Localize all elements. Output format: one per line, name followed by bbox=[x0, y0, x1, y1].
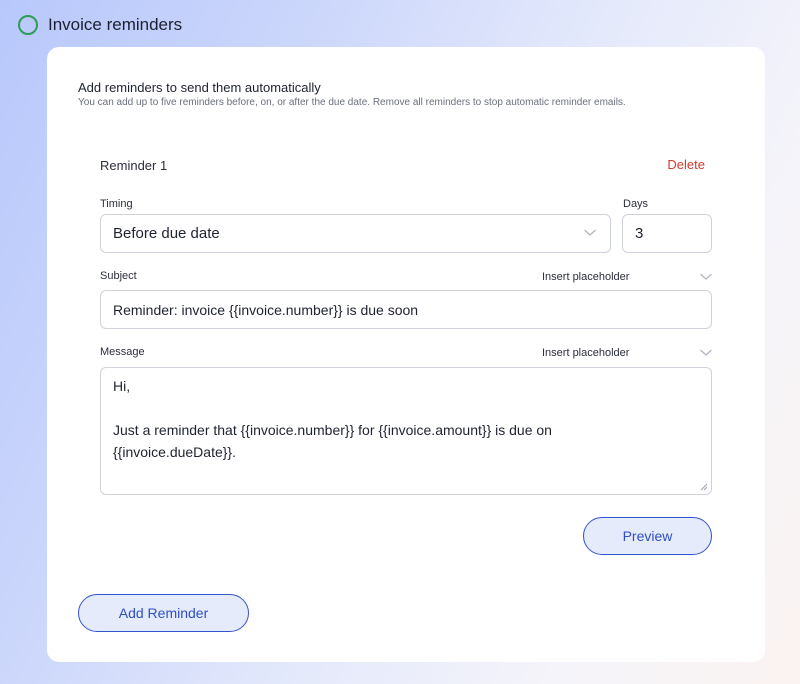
reminders-card bbox=[47, 47, 765, 662]
chevron-down-icon bbox=[700, 349, 712, 357]
subject-insert-placeholder-label: Insert placeholder bbox=[542, 271, 630, 283]
chevron-down-icon bbox=[584, 229, 596, 237]
add-reminder-button[interactable]: Add Reminder bbox=[78, 594, 249, 632]
timing-selected-value: Before due date bbox=[113, 225, 220, 242]
message-line: Just a reminder that {{invoice.number}} for {{invoice.amount}} is due on bbox=[113, 422, 552, 438]
message-insert-placeholder-label: Insert placeholder bbox=[542, 347, 630, 359]
intro-title: Add reminders to send them automatically bbox=[78, 80, 321, 95]
message-label: Message bbox=[100, 346, 145, 358]
subject-label: Subject bbox=[100, 270, 137, 282]
message-insert-placeholder-dropdown[interactable] bbox=[542, 345, 712, 361]
subject-insert-placeholder-dropdown[interactable] bbox=[542, 269, 712, 285]
message-textarea[interactable] bbox=[100, 367, 712, 495]
reminder-heading: Reminder 1 bbox=[100, 158, 168, 173]
page-header bbox=[18, 12, 182, 38]
chevron-down-icon bbox=[700, 273, 712, 281]
message-line: Hi, bbox=[113, 378, 131, 394]
subject-input[interactable] bbox=[100, 290, 712, 329]
intro-description: You can add up to five reminders before, on, or after the due date. Remove all reminders to stop automatic reminder emails. bbox=[78, 97, 626, 108]
delete-reminder-button[interactable]: Delete bbox=[667, 157, 705, 172]
days-input[interactable] bbox=[622, 214, 712, 253]
message-line: {{invoice.dueDate}}. bbox=[113, 444, 236, 460]
timing-select[interactable] bbox=[100, 214, 611, 253]
days-label: Days bbox=[623, 198, 649, 210]
preview-button[interactable]: Preview bbox=[583, 517, 712, 555]
timing-label: Timing bbox=[100, 198, 133, 210]
resize-handle-icon[interactable] bbox=[700, 483, 708, 491]
status-circle-icon bbox=[18, 15, 38, 35]
page-title: Invoice reminders bbox=[48, 15, 183, 34]
